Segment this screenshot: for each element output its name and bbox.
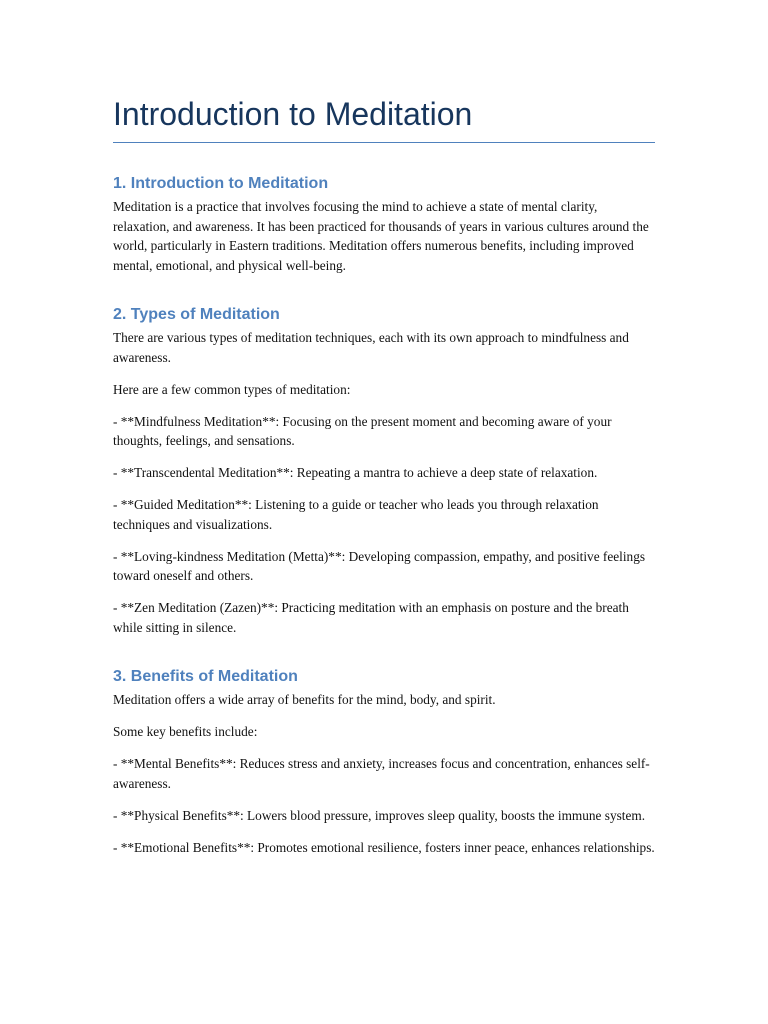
list-item: - **Emotional Benefits**: Promotes emotional resilience, fosters inner peace, enhances relationships.: [113, 839, 655, 855]
paragraph: Meditation offers a wide array of benefits for the mind, body, and spirit.: [113, 692, 496, 707]
document-title: Introduction to Meditation: [113, 92, 655, 143]
list-item: - **Zen Meditation (Zazen)**: Practicing meditation with an emphasis on posture and the breath while sitting in silence.: [113, 600, 629, 635]
list-item: - **Loving-kindness Meditation (Metta)**: Developing compassion, empathy, and positive feelings toward oneself and others.: [113, 548, 646, 583]
section-introduction: [113, 174, 655, 275]
paragraph: Some key benefits include:: [113, 724, 258, 739]
section-types: [113, 305, 655, 637]
document-page: [113, 92, 655, 857]
list-item: - **Guided Meditation**: Listening to a guide or teacher who leads you through relaxation techniques and visualizations.: [113, 497, 599, 532]
section-heading: 2. Types of Meditation: [113, 306, 280, 323]
paragraph: Here are a few common types of meditation:: [113, 381, 351, 397]
section-heading: 3. Benefits of Meditation: [113, 668, 298, 685]
section-heading: 1. Introduction to Meditation: [113, 175, 329, 192]
list-item: - **Transcendental Meditation**: Repeating a mantra to achieve a deep state of relaxation.: [113, 465, 598, 480]
paragraph: There are various types of meditation techniques, each with its own approach to mindfulness and awareness.: [113, 330, 629, 365]
list-item: - **Mindfulness Meditation**: Focusing on the present moment and becoming aware of your thoughts, feelings, and sensations.: [113, 413, 612, 448]
list-item: - **Physical Benefits**: Lowers blood pressure, improves sleep quality, boosts the immune system.: [113, 807, 646, 823]
paragraph: Meditation is a practice that involves focusing the mind to achieve a state of mental clarity, relaxation, and awareness. It has been practiced for thousands of years in various cultures around the world, particularly in Eastern traditions. Meditation offers numerous benefits, including improved mental, emotional, and physical well-being.: [113, 199, 649, 273]
section-benefits: [113, 667, 655, 857]
list-item: - **Mental Benefits**: Reduces stress and anxiety, increases focus and concentration, enhances self-awareness.: [113, 756, 650, 791]
